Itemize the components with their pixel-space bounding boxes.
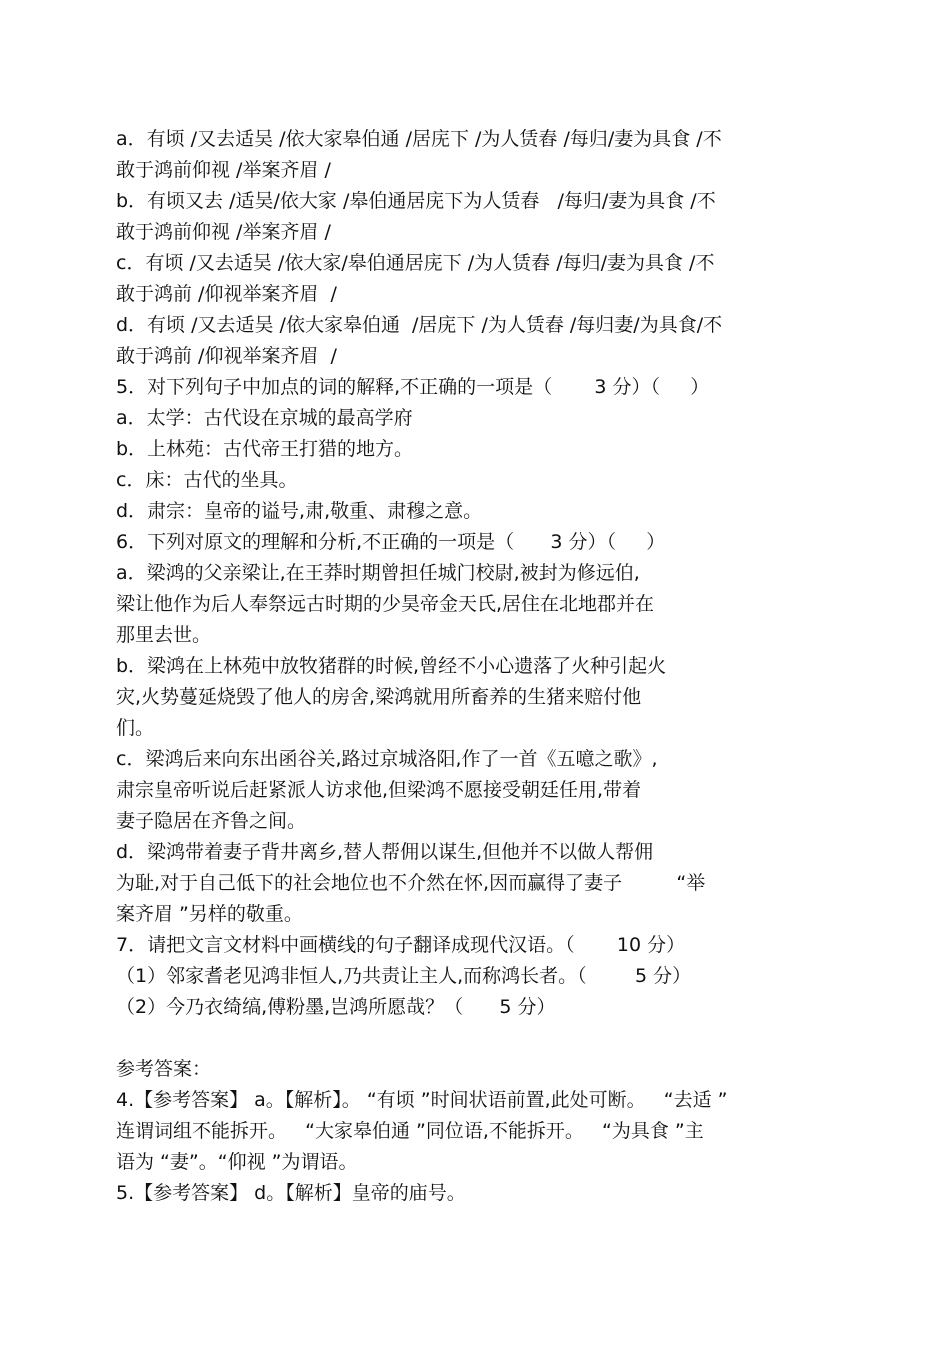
question-5-option-c: c．床：古代的坐具。 <box>116 469 298 491</box>
question-6-option-a-line-3: 那里去世。 <box>116 624 212 646</box>
question-6-option-d-line-2: 为耻,对于自己低下的社会地位也不介然在怀,因而赢得了妻子 “举 <box>116 872 706 894</box>
answer-4-line-1: 4.【参考答案】 a。【解析】。 “有顷 ”时间状语前置,此处可断。 “去适 ” <box>116 1089 728 1111</box>
option-d-line-2: 敢于鸿前 /仰视举案齐眉 / <box>116 345 337 367</box>
question-6-option-b-line-1: b．梁鸿在上林苑中放牧猪群的时候,曾经不小心遗落了火种引起火 <box>116 655 667 677</box>
question-6-option-c-line-3: 妻子隐居在齐鲁之间。 <box>116 810 307 832</box>
question-6-option-a-line-1: a．梁鸿的父亲梁让,在王莽时期曾担任城门校尉,被封为修远伯, <box>116 562 640 584</box>
question-6-option-d-line-1: d．梁鸿带着妻子背井离乡,替人帮佣以谋生,但他并不以做人帮佣 <box>116 841 654 863</box>
question-5-prompt: 5．对下列句子中加点的词的解释,不正确的一项是（ 3 分）（ ） <box>116 376 710 398</box>
question-6-option-c-line-1: c．梁鸿后来向东出函谷关,路过京城洛阳,作了一首《五噫之歌》, <box>116 748 658 770</box>
answer-4-line-2: 连谓词组不能拆开。 “大家皋伯通 ”同位语,不能拆开。 “为具食 ”主 <box>116 1120 704 1142</box>
question-7-part-1: （1）邻家耆老见鸿非恒人,乃共责让主人,而称鸿长者。（ 5 分） <box>116 965 692 987</box>
question-6-option-b-line-2: 灾,火势蔓延烧毁了他人的房舍,梁鸿就用所畜养的生猪来赔付他 <box>116 686 642 708</box>
question-6-option-c-line-2: 肃宗皇帝听说后赶紧派人访求他,但梁鸿不愿接受朝廷任用,带着 <box>116 779 642 801</box>
question-5-option-a: a．太学：古代设在京城的最高学府 <box>116 407 413 429</box>
question-6-option-d-line-3: 案齐眉 ”另样的敬重。 <box>116 903 303 925</box>
question-6-prompt: 6．下列对原文的理解和分析,不正确的一项是（ 3 分）（ ） <box>116 531 666 553</box>
answer-4-line-3: 语为 “妻”。“仰视 ”为谓语。 <box>116 1151 358 1173</box>
document-body <box>116 124 836 1209</box>
option-a-line-1: a．有顷 /又去适吴 /依大家皋伯通 /居庑下 /为人赁舂 /每归/妻为具食 /不 <box>116 128 722 150</box>
question-5-option-b: b．上林苑：古代帝王打猎的地方。 <box>116 438 414 460</box>
option-a-line-2: 敢于鸿前仰视 /举案齐眉 / <box>116 159 331 181</box>
question-5-option-d: d．肃宗：皇帝的谥号,肃,敬重、肃穆之意。 <box>116 500 483 522</box>
answer-5-line: 5.【参考答案】 d。【解析】皇帝的庙号。 <box>116 1182 466 1204</box>
question-7-prompt: 7．请把文言文材料中画横线的句子翻译成现代汉语。（ 10 分） <box>116 934 686 956</box>
blank-line <box>116 1023 836 1054</box>
option-c-line-1: c．有顷 /又去适吴 /依大家/皋伯通居庑下 /为人赁舂 /每归/妻为具食 /不 <box>116 252 715 274</box>
question-6-option-a-line-2: 梁让他作为后人奉祭远古时期的少昊帝金天氏,居住在北地郡并在 <box>116 593 655 615</box>
answers-heading: 参考答案： <box>116 1058 212 1080</box>
question-6-option-b-line-3: 们。 <box>116 717 155 739</box>
option-c-line-2: 敢于鸿前 /仰视举案齐眉 / <box>116 283 337 305</box>
option-d-line-1: d．有顷 /又去适吴 /依大家皋伯通 /居庑下 /为人赁舂 /每归妻/为具食/不 <box>116 314 723 336</box>
option-b-line-2: 敢于鸿前仰视 /举案齐眉 / <box>116 221 331 243</box>
option-b-line-1: b．有顷又去 /适吴/依大家 /皋伯通居庑下为人赁舂 /每归/妻为具食 /不 <box>116 190 716 212</box>
question-7-part-2: （2）今乃衣绮缟,傅粉墨,岂鸿所愿哉？（ 5 分） <box>116 996 556 1018</box>
